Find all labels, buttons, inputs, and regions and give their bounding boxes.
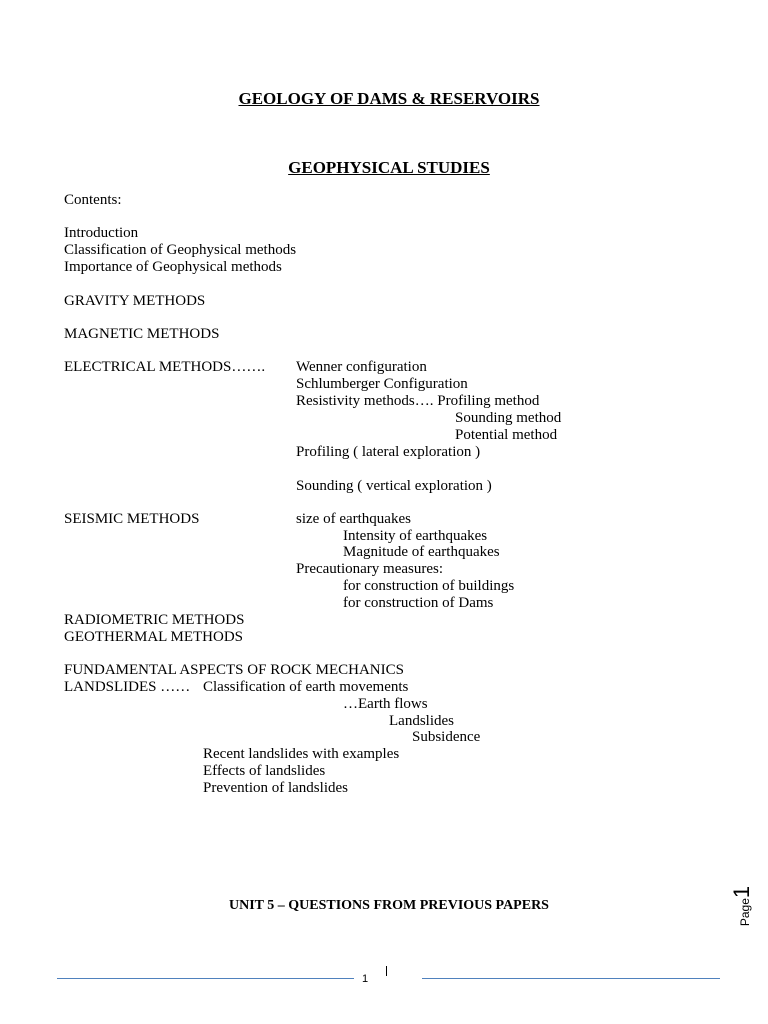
section-title: GEOPHYSICAL STUDIES — [288, 158, 490, 177]
list-item: Sounding method — [455, 410, 562, 426]
seismic-heading: SEISMIC METHODS — [64, 511, 200, 527]
magnetic-heading: MAGNETIC METHODS — [64, 326, 220, 342]
geothermal-heading: GEOTHERMAL METHODS — [64, 629, 244, 645]
list-item: Introduction — [64, 225, 139, 241]
page-label: Page — [738, 898, 752, 927]
list-item: Precautionary measures: — [296, 561, 444, 577]
list-item: Potential method — [455, 427, 558, 443]
list-item: Magnitude of earthquakes — [343, 544, 500, 560]
contents-label: Contents: — [64, 192, 122, 208]
footer-divider-left — [57, 978, 354, 979]
list-item: for construction of buildings — [343, 578, 515, 594]
list-item: Wenner configuration — [296, 359, 427, 375]
list-item: …Earth flows — [343, 696, 428, 712]
list-item: for construction of Dams — [343, 595, 494, 611]
radiometric-heading: RADIOMETRIC METHODS — [64, 612, 245, 628]
list-item: size of earthquakes — [296, 511, 411, 527]
footer-divider-right — [422, 978, 720, 979]
page-margin-number: 1 — [729, 885, 754, 899]
unit-heading: UNIT 5 – QUESTIONS FROM PREVIOUS PAPERS — [229, 898, 549, 913]
rock-mechanics-heading: FUNDAMENTAL ASPECTS OF ROCK MECHANICS — [64, 662, 404, 678]
landslides-heading: LANDSLIDES …… — [64, 679, 191, 695]
list-item: Profiling ( lateral exploration ) — [296, 444, 481, 460]
gravity-heading: GRAVITY METHODS — [64, 293, 206, 309]
list-item: Resistivity methods…. Profiling method — [296, 393, 540, 409]
list-item: Prevention of landslides — [203, 780, 348, 796]
list-item: Landslides — [389, 713, 454, 729]
page-margin-label — [720, 884, 764, 928]
text-cursor — [386, 966, 387, 976]
list-item: Recent landslides with examples — [203, 746, 400, 762]
list-item: Importance of Geophysical methods — [64, 259, 282, 275]
document-title: GEOLOGY OF DAMS & RESERVOIRS — [238, 89, 540, 108]
list-item: Effects of landslides — [203, 763, 326, 779]
footer-page-number: 1 — [362, 973, 369, 985]
list-item: Subsidence — [412, 729, 481, 745]
list-item: Intensity of earthquakes — [343, 528, 488, 544]
list-item: Schlumberger Configuration — [296, 376, 468, 392]
list-item: Classification of Geophysical methods — [64, 242, 297, 258]
electrical-heading: ELECTRICAL METHODS……. — [64, 359, 266, 375]
list-item: Sounding ( vertical exploration ) — [296, 478, 492, 494]
list-item: Classification of earth movements — [203, 679, 409, 695]
